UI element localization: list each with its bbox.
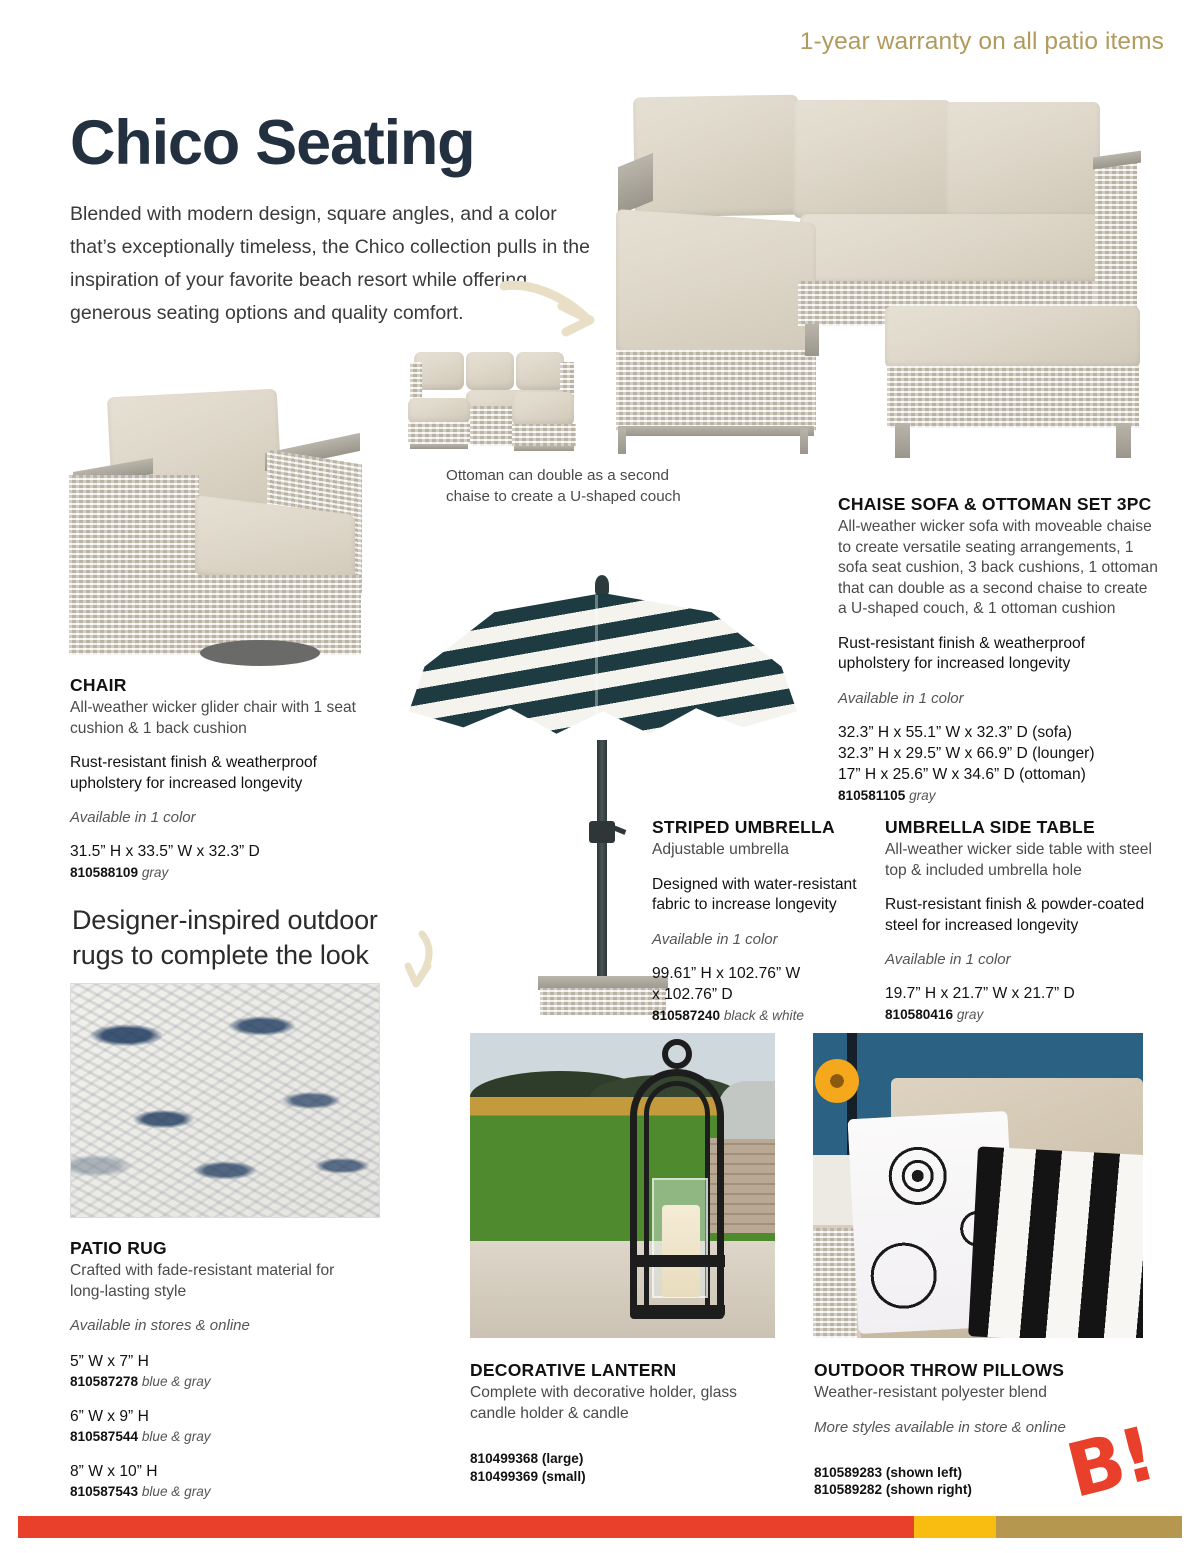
striped-umbrella-dim-2: x 102.76” D: [652, 985, 733, 1003]
striped-umbrella-description: Adjustable umbrella: [652, 841, 789, 858]
umbrella-side-table-info-block: [885, 817, 1155, 1025]
warranty-banner: 1-year warranty on all patio items: [799, 28, 1164, 55]
decorative-lantern-sku-small: 810499369 (small): [470, 1468, 586, 1484]
umbrella-side-table-sku: 810580416 gray: [885, 1007, 984, 1022]
chaise-sofa-description: All-weather wicker sofa with moveable chaise to create versatile seating arrangements, 1 sofa seat cushion, 3 back cushions, 1 ottoman that can double as a second chaise to create a U-shaped couch, & 1 ottoman cushion: [838, 518, 1158, 617]
umbrella-side-table-color: gray: [956, 1007, 984, 1022]
chaise-sofa-dim-3: 17” H x 25.6” W x 34.6” D (ottoman): [838, 765, 1086, 783]
decorative-lantern-info-block: [470, 1360, 760, 1485]
outdoor-throw-pillows-photo: [813, 1033, 1143, 1338]
chair-dimensions: [70, 841, 370, 883]
chair-photo: [65, 385, 395, 675]
striped-umbrella-dim-1: 99.61” H x 102.76” W: [652, 964, 801, 982]
umbrella-side-table-feature: Rust-resistant finish & powder-coated steel for increased longevity: [885, 896, 1145, 934]
striped-umbrella-color: black & white: [723, 1007, 804, 1023]
patio-rug-title: PATIO RUG: [70, 1238, 167, 1258]
curved-arrow-down-icon: [402, 928, 442, 990]
patio-rug-sku-1: 810587278 blue & gray: [70, 1374, 211, 1389]
chaise-sofa-dim-2: 32.3” H x 29.5” W x 66.9” D (lounger): [838, 744, 1095, 762]
umbrella-side-table-availability: Available in 1 color: [885, 951, 1011, 968]
u-shaped-couch-photo: [400, 340, 590, 460]
umbrella-side-table-dim-1: 19.7” H x 21.7” W x 21.7” D: [885, 985, 1075, 1002]
patio-rug-description: Crafted with fade-resistant material for long-lasting style: [70, 1262, 335, 1300]
chair-color: gray: [141, 865, 169, 880]
chaise-sofa-dimensions: [838, 722, 1158, 806]
decorative-lantern-title: DECORATIVE LANTERN: [470, 1360, 677, 1380]
patio-rug-sku-2: 810587544 blue & gray: [70, 1429, 211, 1444]
chaise-sofa-feature: Rust-resistant finish & weatherproof upholstery for increased longevity: [838, 634, 1086, 672]
chair-feature: Rust-resistant finish & weatherproof upholstery for increased longevity: [70, 754, 318, 792]
bottom-bar-segment-red: [18, 1516, 914, 1538]
striped-umbrella-info-block: [652, 817, 857, 1026]
striped-umbrella-title: STRIPED UMBRELLA: [652, 817, 835, 837]
patio-rug-dim-3: 8” W x 10” H: [70, 1463, 158, 1480]
patio-rug-info-block: [70, 1238, 370, 1501]
outdoor-throw-pillows-description: Weather-resistant polyester blend: [814, 1384, 1047, 1401]
patio-rug-size-option: [70, 1407, 370, 1446]
curved-arrow-right-icon: [498, 276, 603, 338]
striped-umbrella-availability: Available in 1 color: [652, 930, 778, 948]
chair-description: All-weather wicker glider chair with 1 seat cushion & 1 back cushion: [70, 699, 356, 737]
rugs-subheading: Designer-inspired outdoor rugs to complete the look: [72, 905, 378, 970]
chaise-sofa-info-block: [838, 494, 1158, 806]
chair-info-block: [70, 675, 370, 883]
patio-rug-sku-3: 810587543 blue & gray: [70, 1484, 211, 1499]
outdoor-throw-pillows-sku-left: 810589283 (shown left): [814, 1464, 963, 1480]
bottom-bar-segment-yellow: [914, 1516, 995, 1538]
patio-rug-availability: Available in stores & online: [70, 1317, 250, 1334]
chair-title: CHAIR: [70, 675, 127, 695]
chair-availability: Available in 1 color: [70, 809, 196, 826]
outdoor-throw-pillows-sku-right: 810589282 (shown right): [814, 1482, 972, 1497]
striped-umbrella-dimensions: [652, 963, 857, 1026]
patio-rug-size-option: [70, 1462, 370, 1501]
outdoor-throw-pillows-availability: More styles available in store & online: [814, 1418, 1066, 1436]
striped-umbrella-sku: 810587240 black & white: [652, 1007, 804, 1023]
umbrella-side-table-dimensions: [885, 983, 1155, 1025]
page-title: Chico Seating: [70, 108, 475, 179]
chair-dim-1: 31.5” H x 33.5” W x 32.3” D: [70, 843, 260, 860]
chaise-sofa-title: CHAISE SOFA & OTTOMAN SET 3PC: [838, 494, 1152, 514]
chair-sku: 810588109 gray: [70, 865, 169, 880]
chaise-sofa-availability: Available in 1 color: [838, 689, 964, 707]
patio-rug-photo: [70, 983, 380, 1218]
patio-rug-size-option: [70, 1352, 370, 1391]
striped-umbrella-feature: Designed with water-resistant fabric to increase longevity: [652, 875, 857, 913]
chaise-sofa-ottoman-photo: [600, 78, 1160, 473]
ottoman-note-caption: Ottoman can double as a second chaise to create a U-shaped couch: [446, 467, 681, 505]
chaise-sofa-sku: 810581105 gray: [838, 787, 936, 803]
chaise-sofa-dim-1: 32.3” H x 55.1” W x 32.3” D (sofa): [838, 723, 1072, 741]
umbrella-side-table-description: All-weather wicker side table with steel top & included umbrella hole: [885, 841, 1152, 879]
striped-pillow: [968, 1146, 1143, 1338]
chaise-sofa-color: gray: [909, 787, 936, 803]
decorative-lantern-skus: [470, 1450, 760, 1485]
intro-paragraph: Blended with modern design, square angles, and a color that’s exceptionally timeless, the Chico collection pulls in the inspiration of your favorite beach resort while offering generous seating options and quality comfort.: [70, 202, 590, 324]
decorative-lantern-photo: [470, 1033, 775, 1338]
bottom-color-bar: [18, 1516, 1182, 1538]
outdoor-throw-pillows-title: OUTDOOR THROW PILLOWS: [814, 1360, 1065, 1380]
decorative-lantern-description: Complete with decorative holder, glass candle holder & candle: [470, 1384, 737, 1422]
patio-rug-dim-1: 5” W x 7” H: [70, 1353, 149, 1370]
decorative-lantern-sku-large: 810499368 (large): [470, 1451, 584, 1466]
umbrella-side-table-title: UMBRELLA SIDE TABLE: [885, 817, 1095, 837]
brand-logo: [1058, 1411, 1162, 1515]
bottom-bar-segment-gold: [996, 1516, 1182, 1538]
brand-logo-mark: B!: [1058, 1411, 1162, 1515]
umbrella-canopy: [409, 593, 797, 753]
patio-rug-dim-2: 6” W x 9” H: [70, 1408, 149, 1425]
